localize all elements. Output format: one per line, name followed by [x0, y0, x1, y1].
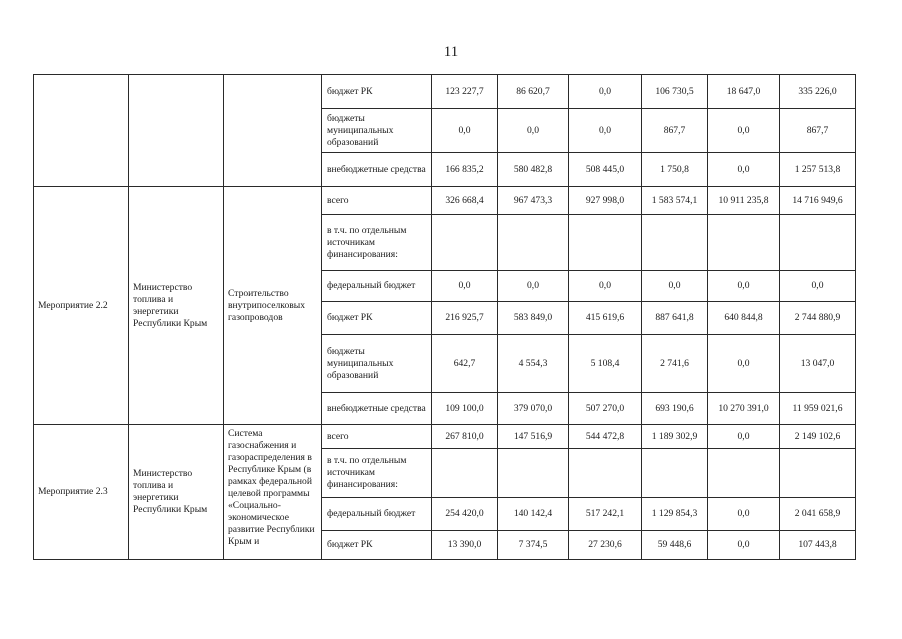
total-value-cell: 2 744 880,9: [780, 302, 856, 335]
value-cell: [498, 449, 569, 498]
total-value-cell: 0,0: [780, 271, 856, 302]
value-cell: [708, 215, 780, 271]
value-cell: 86 620,7: [498, 75, 569, 109]
executor-cell: Министерство топлива и энергетики Республики Крым: [129, 187, 224, 425]
value-cell: 517 242,1: [569, 498, 642, 531]
value-cell: 967 473,3: [498, 187, 569, 215]
value-cell: 1 750,8: [642, 153, 708, 187]
value-cell: 379 070,0: [498, 393, 569, 425]
total-value-cell: 2 149 102,6: [780, 425, 856, 449]
value-cell: 106 730,5: [642, 75, 708, 109]
value-cell: [642, 449, 708, 498]
value-cell: 867,7: [642, 109, 708, 153]
funding-source-cell: в т.ч. по отдельным источникам финансирования:: [322, 215, 432, 271]
value-cell: 2 741,6: [642, 335, 708, 393]
total-value-cell: 1 257 513,8: [780, 153, 856, 187]
funding-source-cell: бюджеты муниципальных образований: [322, 335, 432, 393]
value-cell: 5 108,4: [569, 335, 642, 393]
total-value-cell: 335 226,0: [780, 75, 856, 109]
funding-source-cell: всего: [322, 187, 432, 215]
measure-cell: Мероприятие 2.2: [34, 187, 129, 425]
value-cell: 583 849,0: [498, 302, 569, 335]
total-value-cell: 2 041 658,9: [780, 498, 856, 531]
measure-name-cell: Строительство внутрипоселковых газопроводов: [224, 187, 322, 425]
value-cell: 1 583 574,1: [642, 187, 708, 215]
total-value-cell: 107 443,8: [780, 531, 856, 560]
value-cell: 123 227,7: [432, 75, 498, 109]
measure-name-cell: Система газоснабжения и газораспределения в Республике Крым (в рамках федеральной целевой программы «Социально-экономическое развитие Республики Крым и: [224, 425, 322, 560]
value-cell: 0,0: [708, 153, 780, 187]
table-row: [34, 187, 856, 215]
measure-cell: [34, 75, 129, 187]
funding-source-cell: федеральный бюджет: [322, 271, 432, 302]
value-cell: 18 647,0: [708, 75, 780, 109]
value-cell: 0,0: [708, 498, 780, 531]
total-value-cell: 13 047,0: [780, 335, 856, 393]
value-cell: [432, 215, 498, 271]
funding-source-cell: внебюджетные средства: [322, 153, 432, 187]
total-value-cell: 867,7: [780, 109, 856, 153]
table-row: [34, 75, 856, 109]
value-cell: 27 230,6: [569, 531, 642, 560]
value-cell: 927 998,0: [569, 187, 642, 215]
value-cell: 0,0: [432, 271, 498, 302]
value-cell: 0,0: [708, 335, 780, 393]
value-cell: 0,0: [498, 109, 569, 153]
value-cell: 0,0: [708, 531, 780, 560]
funding-source-cell: бюджет РК: [322, 302, 432, 335]
value-cell: 326 668,4: [432, 187, 498, 215]
funding-source-cell: федеральный бюджет: [322, 498, 432, 531]
value-cell: 508 445,0: [569, 153, 642, 187]
value-cell: 0,0: [708, 425, 780, 449]
value-cell: 0,0: [569, 75, 642, 109]
measure-cell: Мероприятие 2.3: [34, 425, 129, 560]
value-cell: [569, 449, 642, 498]
value-cell: 147 516,9: [498, 425, 569, 449]
value-cell: 166 835,2: [432, 153, 498, 187]
value-cell: 0,0: [708, 271, 780, 302]
funding-source-cell: всего: [322, 425, 432, 449]
total-value-cell: 14 716 949,6: [780, 187, 856, 215]
funding-source-cell: бюджеты муниципальных образований: [322, 109, 432, 153]
funding-source-cell: бюджет РК: [322, 531, 432, 560]
value-cell: 640 844,8: [708, 302, 780, 335]
value-cell: [498, 215, 569, 271]
value-cell: 59 448,6: [642, 531, 708, 560]
value-cell: 109 100,0: [432, 393, 498, 425]
financing-table: [33, 74, 856, 560]
executor-cell: [129, 75, 224, 187]
value-cell: 13 390,0: [432, 531, 498, 560]
value-cell: 693 190,6: [642, 393, 708, 425]
value-cell: 1 129 854,3: [642, 498, 708, 531]
table-row: [34, 425, 856, 449]
value-cell: 7 374,5: [498, 531, 569, 560]
value-cell: 10 911 235,8: [708, 187, 780, 215]
value-cell: 254 420,0: [432, 498, 498, 531]
value-cell: 0,0: [642, 271, 708, 302]
value-cell: [642, 215, 708, 271]
value-cell: 0,0: [498, 271, 569, 302]
value-cell: 10 270 391,0: [708, 393, 780, 425]
value-cell: [708, 449, 780, 498]
value-cell: 0,0: [432, 109, 498, 153]
funding-source-cell: бюджет РК: [322, 75, 432, 109]
value-cell: 544 472,8: [569, 425, 642, 449]
value-cell: 415 619,6: [569, 302, 642, 335]
measure-name-cell: [224, 75, 322, 187]
value-cell: 507 270,0: [569, 393, 642, 425]
value-cell: 1 189 302,9: [642, 425, 708, 449]
value-cell: 140 142,4: [498, 498, 569, 531]
funding-source-cell: в т.ч. по отдельным источникам финансирования:: [322, 449, 432, 498]
value-cell: 4 554,3: [498, 335, 569, 393]
value-cell: 0,0: [569, 109, 642, 153]
total-value-cell: 11 959 021,6: [780, 393, 856, 425]
value-cell: 887 641,8: [642, 302, 708, 335]
value-cell: [569, 215, 642, 271]
value-cell: 267 810,0: [432, 425, 498, 449]
value-cell: 642,7: [432, 335, 498, 393]
value-cell: 0,0: [569, 271, 642, 302]
value-cell: [432, 449, 498, 498]
value-cell: 0,0: [708, 109, 780, 153]
page-number: 11: [443, 44, 459, 60]
total-value-cell: [780, 449, 856, 498]
funding-source-cell: внебюджетные средства: [322, 393, 432, 425]
value-cell: 580 482,8: [498, 153, 569, 187]
value-cell: 216 925,7: [432, 302, 498, 335]
total-value-cell: [780, 215, 856, 271]
executor-cell: Министерство топлива и энергетики Республики Крым: [129, 425, 224, 560]
